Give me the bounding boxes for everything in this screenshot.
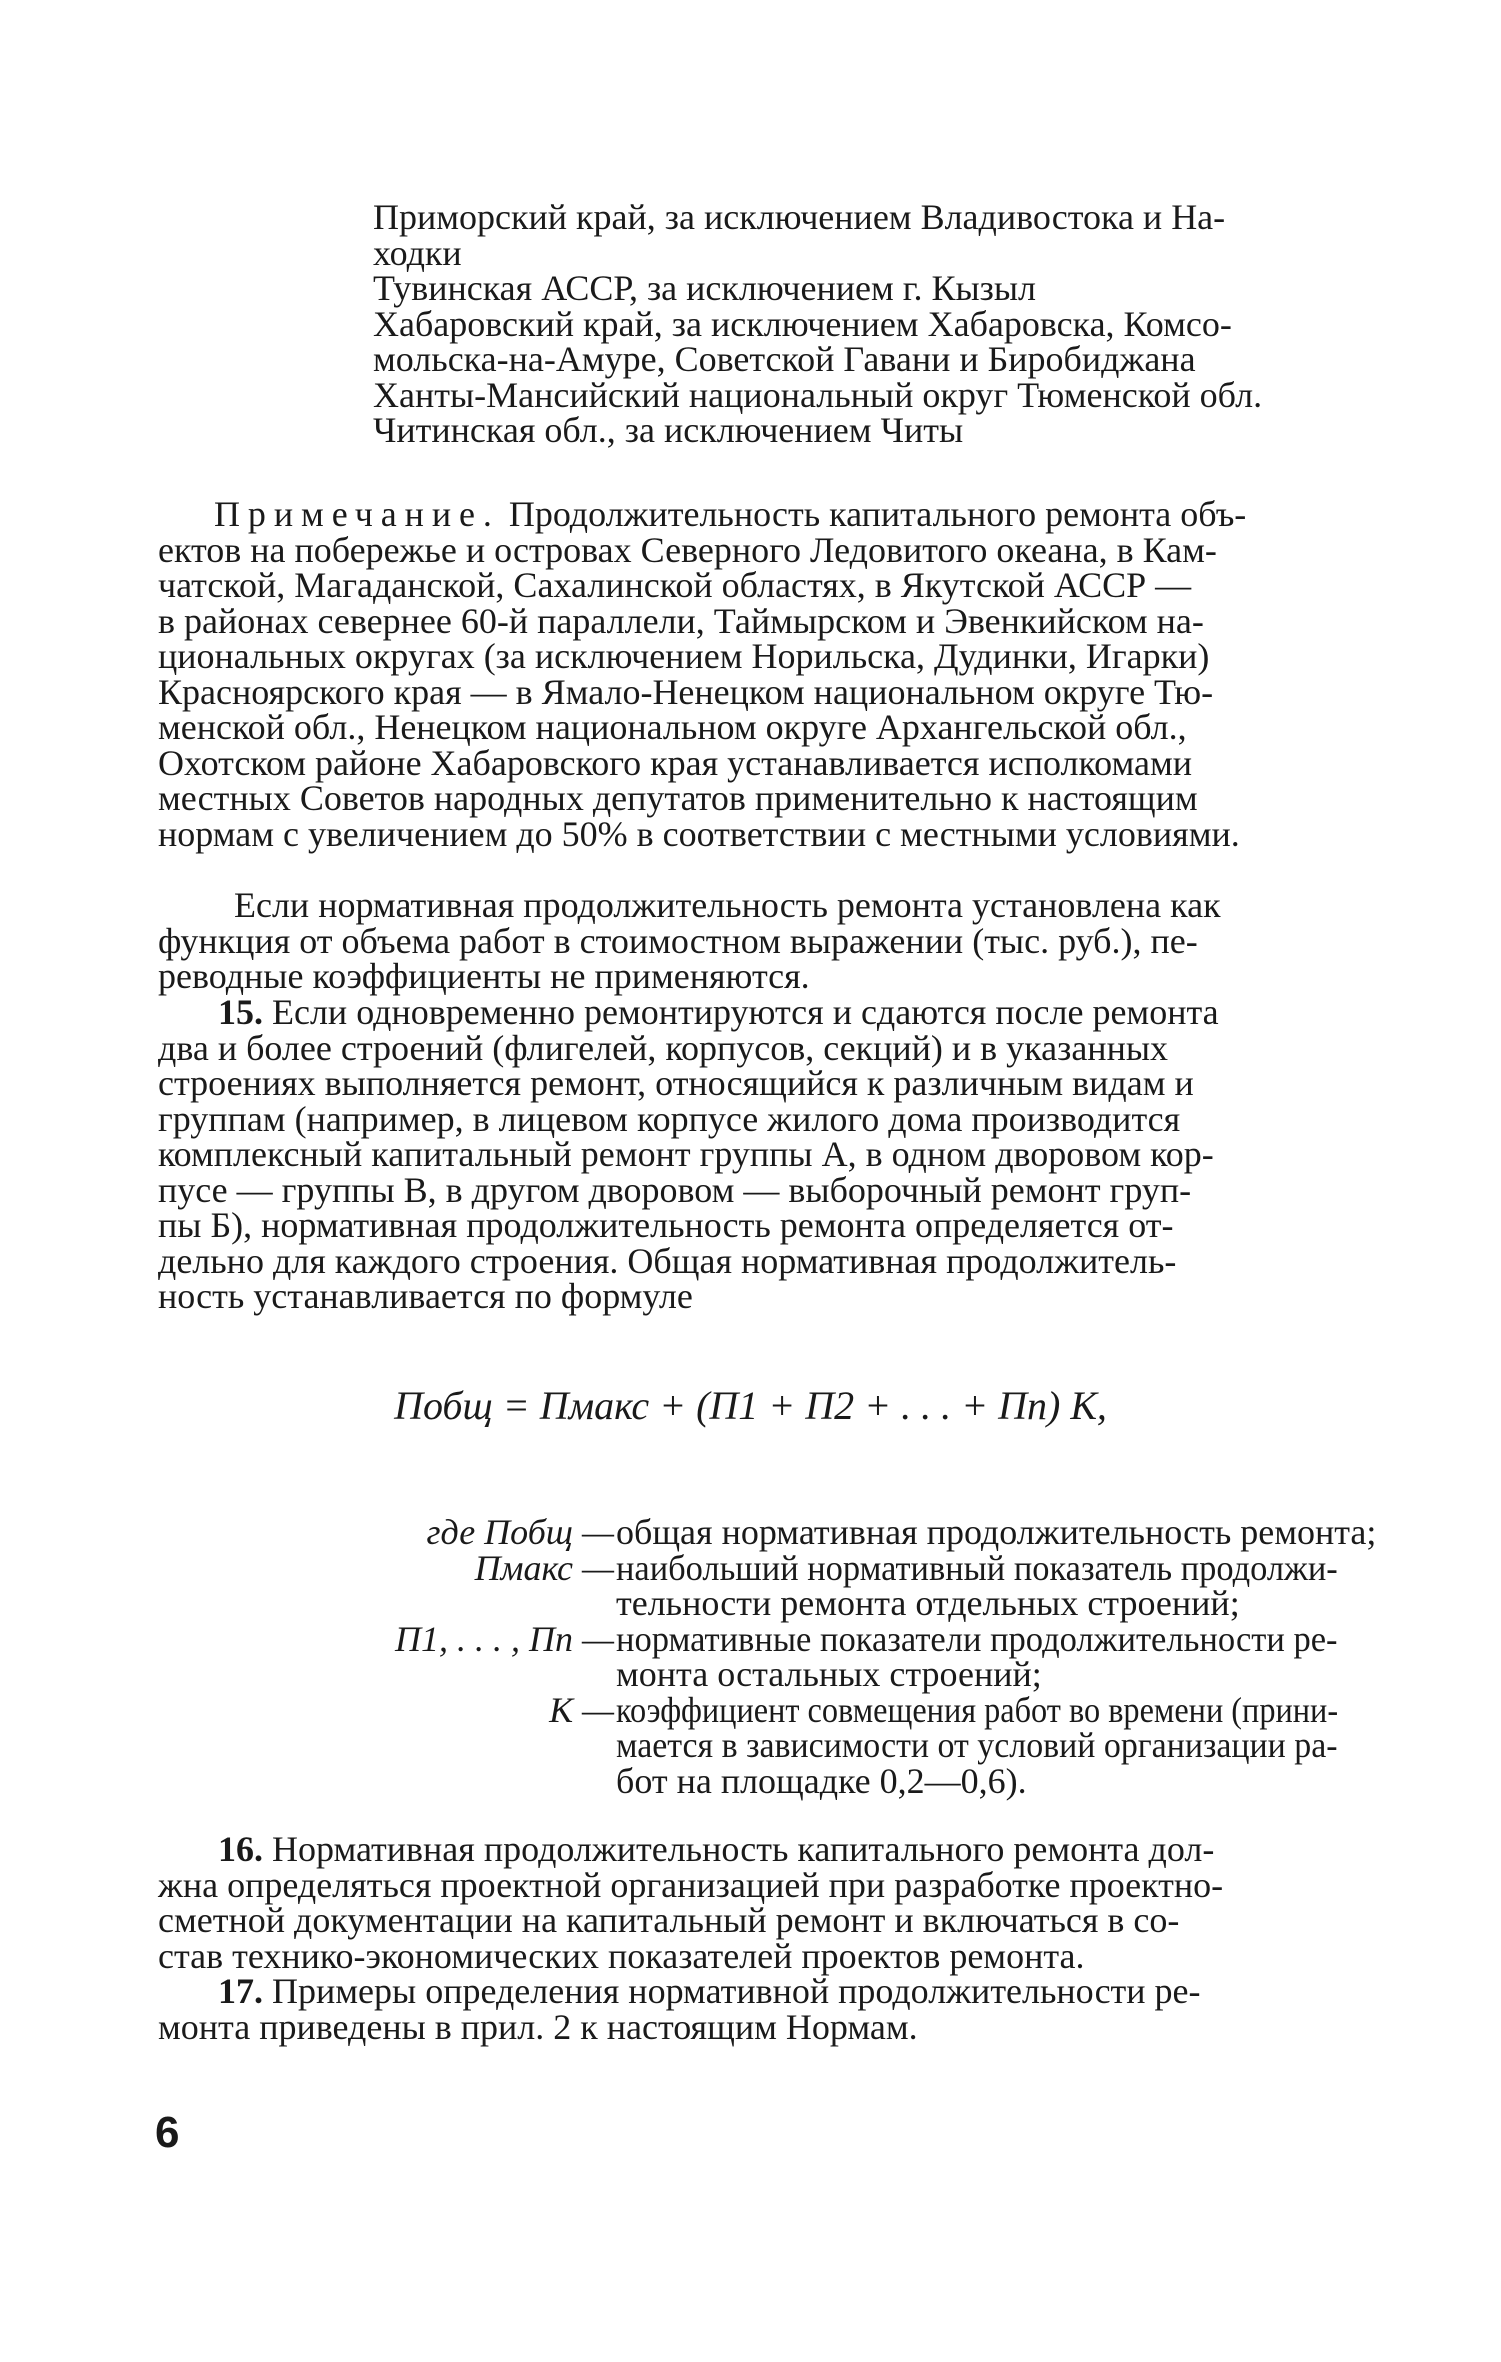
legend-definition: общая нормативная продолжительность ремонта;	[616, 1512, 1377, 1552]
formula: Побщ = Пмакс + (П1 + П2 + . . . + Пn) К,	[394, 1383, 1107, 1428]
legend-definition: монта остальных строений;	[616, 1654, 1042, 1694]
clause-line: дельно для каждого строения. Общая нормативная продолжитель-	[158, 1240, 1177, 1281]
note-line: чатской, Магаданской, Сахалинской областях, в Якутской АССР —	[158, 565, 1192, 605]
region-line: Хабаровский край, за исключением Хабаровска, Комсо-	[373, 303, 1232, 344]
note-line: местных Советов народных депутатов применительно к настоящим	[158, 778, 1198, 818]
clause-line: комплексный капитальный ремонт группы А, в одном дворовом кор-	[158, 1134, 1214, 1174]
region-line: Приморский край, за исключением Владивостока и На-	[373, 197, 1226, 237]
legend-term: К —	[549, 1689, 614, 1730]
note-label: Примечание.	[214, 494, 500, 534]
note-line: менской обл., Ненецком национальном округе Архангельской обл.,	[158, 707, 1187, 747]
note-line: ектов на побережье и островах Северного Ледовитого океана, в Кам-	[158, 529, 1217, 570]
clause-15	[158, 992, 1338, 1316]
legend-definition: бот на площадке 0,2—0,6).	[616, 1760, 1027, 1801]
clause-line: монта приведены в прил. 2 к настоящим Нормам.	[158, 2006, 918, 2047]
paragraph-line: функция от объема работ в стоимостном выражении (тыс. руб.), пе-	[158, 920, 1198, 961]
legend-term: П1, . . . , Пn —	[394, 1618, 614, 1659]
note-line: в районах севернее 60-й параллели, Таймырском и Эвенкийском на-	[158, 600, 1204, 641]
clause-number: 15.	[218, 992, 263, 1032]
region-line: Тувинская АССР, за исключением г. Кызыл	[373, 268, 1037, 308]
region-line: Читинская обл., за исключением Читы	[373, 410, 964, 450]
region-line: Ханты-Мансийский национальный округ Тюменской обл.	[373, 374, 1263, 415]
coefficients-paragraph	[158, 885, 1338, 996]
clause-line: став технико-экономических показателей проектов ремонта.	[158, 1935, 1085, 1976]
legend-definition: наибольший нормативный показатель продолжи-	[616, 1547, 1338, 1588]
note-paragraph	[158, 494, 1338, 854]
legend-definition: тельности ремонта отдельных строений;	[616, 1583, 1240, 1623]
note-line: Охотском районе Хабаровского края устанавливается исполкомами	[158, 742, 1192, 783]
clause-line: группам (например, в лицевом корпусе жилого дома производится	[158, 1098, 1181, 1139]
clause-line: сметной документации на капитальный ремонт и включаться в со-	[158, 1900, 1180, 1940]
region-line: мольска-на-Амуре, Советской Гавани и Биробиджана	[373, 339, 1196, 379]
clause-line: жна определяться проектной организацией при разработке проектно-	[158, 1864, 1224, 1905]
legend-row	[158, 1547, 1338, 1623]
formula-legend	[158, 1512, 1377, 1801]
clause-text: Если одновременно ремонтируются и сдаются после ремонта	[272, 992, 1219, 1032]
legend-definition: мается в зависимости от условий организации ра-	[616, 1725, 1338, 1765]
note-text: Продолжительность капитального ремонта объ-	[508, 494, 1247, 534]
clause-number: 17.	[218, 1971, 263, 2011]
clause-number: 16.	[218, 1829, 263, 1869]
clause-line: пы Б), нормативная продолжительность ремонта определяется от-	[158, 1205, 1174, 1245]
note-line: Красноярского края — в Ямало-Ненецком национальном округе Тю-	[158, 671, 1214, 712]
clause-line: два и более строений (флигелей, корпусов, секций) и в указанных	[158, 1027, 1169, 1068]
page-number: 6	[155, 2108, 180, 2157]
region-line: ходки	[373, 232, 462, 273]
regions-list	[373, 197, 1333, 450]
clause-line: пусе — группы В, в другом дворовом — выборочный ремонт груп-	[158, 1169, 1192, 1210]
legend-term: где Побщ —	[426, 1512, 614, 1552]
legend-row	[158, 1618, 1338, 1694]
clause-text: Примеры определения нормативной продолжительности ре-	[272, 1971, 1201, 2011]
legend-term: Пмакс —	[474, 1547, 614, 1588]
clause-line: ность устанавливается по формуле	[158, 1276, 693, 1316]
note-line: нормам с увеличением до 50% в соответствии с местными условиями.	[158, 813, 1240, 854]
note-line: циональных округах (за исключением Норильска, Дудинки, Игарки)	[158, 636, 1210, 676]
clause-text: Нормативная продолжительность капитального ремонта дол-	[272, 1829, 1215, 1869]
clause-line: строениях выполняется ремонт, относящийся к различным видам и	[158, 1063, 1194, 1103]
legend-definition: нормативные показатели продолжительности ре-	[616, 1618, 1338, 1659]
clause-16	[158, 1829, 1338, 1976]
legend-row	[158, 1512, 1377, 1552]
legend-definition: коэффициент совмещения работ во времени (прини-	[616, 1689, 1339, 1730]
paragraph-line: реводные коэффициенты не применяются.	[158, 956, 810, 996]
legend-row	[158, 1689, 1339, 1801]
clause-17	[158, 1971, 1338, 2047]
paragraph-line: Если нормативная продолжительность ремонта установлена как	[234, 885, 1221, 925]
